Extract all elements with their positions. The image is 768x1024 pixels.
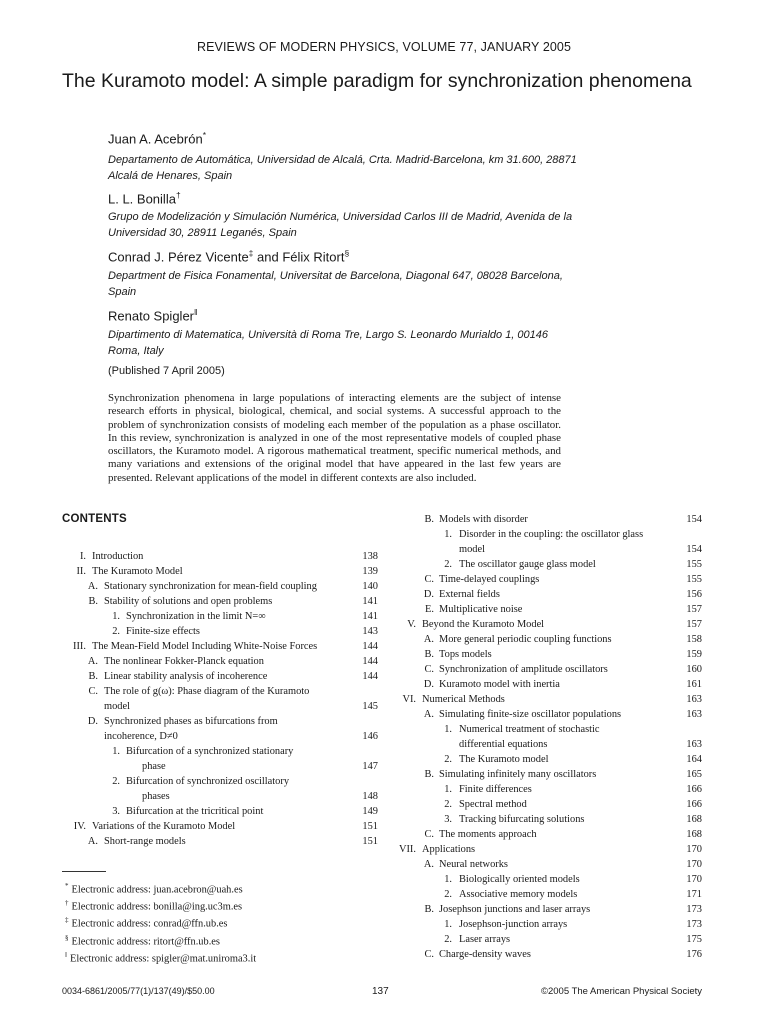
toc-entry-number: 1. xyxy=(444,874,452,885)
toc-entry-page: 144 xyxy=(362,641,378,652)
toc-entry-title: Applications xyxy=(422,844,476,855)
toc-entry-page: 141 xyxy=(362,596,378,607)
toc-entry-number: B. xyxy=(88,596,98,607)
footnote-divider xyxy=(62,871,106,872)
toc-entry-title: The Kuramoto Model xyxy=(92,566,183,577)
toc-entry-number: 2. xyxy=(444,799,452,810)
toc-entry-number: C. xyxy=(424,829,434,840)
toc-entry-number: 1. xyxy=(444,784,452,795)
toc-entry-title-continued: model xyxy=(459,544,485,555)
toc-entry-title: The nonlinear Fokker-Planck equation xyxy=(104,656,264,667)
toc-entry-number: C. xyxy=(88,686,98,697)
toc-entry-number: 1. xyxy=(444,529,452,540)
toc-entry-title: The Kuramoto model xyxy=(459,754,549,765)
toc-entry-page: 168 xyxy=(686,829,702,840)
toc-entry-number: E. xyxy=(425,604,434,615)
toc-entry-title: Short-range models xyxy=(104,836,186,847)
toc-entry-page: 151 xyxy=(362,836,378,847)
footnote: ‡ Electronic address: conrad@ffn.ub.es xyxy=(65,916,228,930)
toc-entry-page: 168 xyxy=(686,814,702,825)
toc-entry-page: 160 xyxy=(686,664,702,675)
toc-entry-page: 155 xyxy=(686,574,702,585)
toc-entry-page: 157 xyxy=(686,604,702,615)
toc-entry-title: Linear stability analysis of incoherence xyxy=(104,671,268,682)
toc-entry-title: External fields xyxy=(439,589,500,600)
toc-entry-title: Multiplicative noise xyxy=(439,604,523,615)
publication-date: (Published 7 April 2005) xyxy=(108,365,225,377)
author-affiliation: Department de Fisica Fonamental, Universitat de Barcelona, Diagonal 647, 08028 Barcelona, Spain xyxy=(108,270,563,298)
toc-entry-page: 161 xyxy=(686,679,702,690)
toc-entry-number: D. xyxy=(423,589,434,600)
toc-entry-title: Kuramoto model with inertia xyxy=(439,679,560,690)
toc-entry-number: A. xyxy=(423,634,434,645)
toc-entry-page: 164 xyxy=(686,754,702,765)
footnote: † Electronic address: bonilla@ing.uc3m.es xyxy=(65,899,243,913)
toc-entry-title: Associative memory models xyxy=(459,889,578,900)
toc-entry-number: 2. xyxy=(444,559,452,570)
toc-entry-page: 148 xyxy=(362,791,378,802)
toc-entry-title: Numerical treatment of stochastic xyxy=(459,724,600,735)
footnotes xyxy=(65,880,257,966)
toc-entry-page: 163 xyxy=(686,709,702,720)
toc-entry-page: 155 xyxy=(686,559,702,570)
toc-entry-page: 170 xyxy=(686,844,702,855)
toc-entry-number: IV. xyxy=(73,821,86,832)
toc-entry-number: 1. xyxy=(112,746,120,757)
toc-entry-title: Josephson-junction arrays xyxy=(459,919,568,930)
toc-entry-number: 2. xyxy=(112,776,120,787)
toc-entry-page: 154 xyxy=(686,544,702,555)
footer-issn: 0034-6861/2005/77(1)/137(49)/$50.00 xyxy=(62,986,215,996)
abstract: Synchronization phenomena in large populations of interacting elements are the subject of intense research efforts in physical, biological, chemical, and social systems. A successful approach to the problem of synchronization consists of modeling each member of the population as a phase oscillator. In this review, synchronization is analyzed in one of the most representative models of coupled phase oscillators, the Kuramoto model. A rigorous mathematical treatment, specific numerical methods, and many variations and extensions of the original model that have appeared in the last few years are presented. Relevant applications of the model in different contexts are also included. xyxy=(108,392,561,484)
toc-entry-title: Tops models xyxy=(439,649,492,660)
toc-entry-number: 1. xyxy=(444,724,452,735)
toc-entry-page: 145 xyxy=(362,701,378,712)
toc-entry-number: D. xyxy=(423,679,434,690)
running-head: REVIEWS OF MODERN PHYSICS, VOLUME 77, JANUARY 2005 xyxy=(196,40,572,54)
toc-entry-page: 163 xyxy=(686,739,702,750)
author-affiliation: Departamento de Automática, Universidad de Alcalá, Crta. Madrid-Barcelona, km 31.600, 28871 Alcalá de Henares, Spain xyxy=(108,154,577,182)
toc-entry-title: Simulating finite-size oscillator populations xyxy=(439,709,622,720)
author-name: L. L. Bonilla† xyxy=(108,190,181,207)
author-name: Conrad J. Pérez Vicente‡ and Félix Ritort§ xyxy=(108,248,350,265)
toc-entry-page: 149 xyxy=(362,806,378,817)
toc-entry-number: A. xyxy=(87,656,98,667)
toc-entry-title: Simulating infinitely many oscillators xyxy=(439,769,597,780)
toc-entry-number: V. xyxy=(407,619,416,630)
toc-entry-page: 173 xyxy=(686,919,702,930)
toc-entry-page: 166 xyxy=(686,784,702,795)
toc-entry-title: Charge-density waves xyxy=(439,949,531,960)
toc-entry-title: The oscillator gauge glass model xyxy=(459,559,596,570)
toc-entry-page: 173 xyxy=(686,904,702,915)
toc-entry-number: A. xyxy=(423,709,434,720)
toc-entry-title: Models with disorder xyxy=(439,514,528,525)
toc-entry-title: Finite differences xyxy=(459,784,532,795)
toc-entry-page: 170 xyxy=(686,859,702,870)
toc-entry-number: 1. xyxy=(112,611,120,622)
toc-entry-title-continued: incoherence, D≠0 xyxy=(104,731,178,742)
toc-entry-title: Synchronization in the limit N=∞ xyxy=(126,611,266,622)
contents-heading: CONTENTS xyxy=(62,513,127,525)
toc-entry-number: VII. xyxy=(398,844,416,855)
toc-entry-number: B. xyxy=(424,904,434,915)
toc-entry-number: 2. xyxy=(444,934,452,945)
toc-entry-page: 166 xyxy=(686,799,702,810)
toc-entry-number: 1. xyxy=(444,919,452,930)
toc-entry-number: A. xyxy=(87,836,98,847)
author-affiliation: Grupo de Modelización y Simulación Numérica, Universidad Carlos III de Madrid, Avenida de la Universidad 30, 28911 Leganés, Spain xyxy=(108,211,573,239)
toc-entry-title: Neural networks xyxy=(439,859,508,870)
toc-entry-page: 158 xyxy=(686,634,702,645)
toc-entry-title: Bifurcation of a synchronized stationary xyxy=(126,746,294,757)
toc-entry-title: More general periodic coupling functions xyxy=(439,634,612,645)
toc-entry-number: III. xyxy=(73,641,86,652)
toc-entry-page: 147 xyxy=(362,761,378,772)
paper-title: The Kuramoto model: A simple paradigm for synchronization phenomena xyxy=(62,70,692,92)
toc-entry-number: B. xyxy=(88,671,98,682)
toc-entry-title: The moments approach xyxy=(439,829,537,840)
toc-entry-title: Spectral method xyxy=(459,799,527,810)
toc-entry-page: 157 xyxy=(686,619,702,630)
toc-entry-number: B. xyxy=(424,769,434,780)
toc-entry-number: 3. xyxy=(112,806,120,817)
toc-entry-page: 144 xyxy=(362,671,378,682)
toc-entry-number: II. xyxy=(76,566,86,577)
toc-entry-page: 151 xyxy=(362,821,378,832)
toc-entry-number: A. xyxy=(423,859,434,870)
toc-entry-number: VI. xyxy=(402,694,416,705)
toc-right-column xyxy=(396,512,702,967)
footnote: § Electronic address: ritort@ffn.ub.es xyxy=(65,933,220,947)
toc-entry-title: Stability of solutions and open problems xyxy=(104,596,273,607)
toc-entry-title: Synchronization of amplitude oscillators xyxy=(439,664,608,675)
toc-entry-page: 146 xyxy=(362,731,378,742)
toc-entry-page: 138 xyxy=(362,551,378,562)
toc-entry-number: 2. xyxy=(444,754,452,765)
toc-entry-page: 175 xyxy=(686,934,702,945)
toc-entry-page: 144 xyxy=(362,656,378,667)
author-affiliation: Dipartimento di Matematica, Università di Roma Tre, Largo S. Leonardo Murialdo 1, 00146 Roma, Italy xyxy=(108,329,549,357)
toc-entry-title-continued: phase xyxy=(142,761,166,772)
toc-entry-number: C. xyxy=(424,574,434,585)
toc-entry-page: 163 xyxy=(686,694,702,705)
toc-entry-title: Beyond the Kuramoto Model xyxy=(422,619,545,630)
toc-entry-number: 3. xyxy=(444,814,452,825)
toc-entry-title: Time-delayed couplings xyxy=(439,574,540,585)
author-name: Juan A. Acebrón* xyxy=(108,130,206,147)
toc-entry-page: 165 xyxy=(686,769,702,780)
toc-entry-title: Introduction xyxy=(92,551,144,562)
toc-entry-page: 156 xyxy=(686,589,702,600)
toc-entry-number: C. xyxy=(424,664,434,675)
toc-entry-title: Tracking bifurcating solutions xyxy=(459,814,585,825)
toc-entry-number: I. xyxy=(79,551,86,562)
toc-entry-page: 171 xyxy=(686,889,702,900)
toc-entry-number: 2. xyxy=(112,626,120,637)
footnote: ‖ Electronic address: spigler@mat.uniroma3.it xyxy=(65,950,257,965)
toc-entry-page: 154 xyxy=(686,514,702,525)
toc-entry-page: 159 xyxy=(686,649,702,660)
toc-entry-page: 143 xyxy=(362,626,378,637)
toc-entry-title: Disorder in the coupling: the oscillator glass xyxy=(459,529,644,540)
toc-entry-number: A. xyxy=(87,581,98,592)
toc-entry-title: Numerical Methods xyxy=(422,694,505,705)
toc-entry-title: Biologically oriented models xyxy=(459,874,580,885)
toc-entry-number: B. xyxy=(424,514,434,525)
toc-entry-title: Stationary synchronization for mean-field coupling xyxy=(104,581,317,592)
footnote: * Electronic address: juan.acebron@uah.es xyxy=(65,882,243,896)
toc-left-column xyxy=(60,549,378,859)
toc-entry-title-continued: differential equations xyxy=(459,739,548,750)
toc-entry-page: 140 xyxy=(362,581,378,592)
toc-entry-page: 170 xyxy=(686,874,702,885)
toc-entry-title: Synchronized phases as bifurcations from xyxy=(104,716,278,727)
footer-copyright: ©2005 The American Physical Society xyxy=(540,986,702,997)
author-block xyxy=(108,128,578,384)
toc-entry-page: 139 xyxy=(362,566,378,577)
toc-entry-title: The role of g(ω): Phase diagram of the Kuramoto xyxy=(104,686,310,697)
toc-entry-title: Finite-size effects xyxy=(126,626,200,637)
toc-entry-number: B. xyxy=(424,649,434,660)
toc-entry-title: The Mean-Field Model Including White-Noise Forces xyxy=(92,641,318,652)
toc-entry-number: C. xyxy=(424,949,434,960)
toc-entry-page: 176 xyxy=(686,949,702,960)
toc-entry-number: 2. xyxy=(444,889,452,900)
toc-entry-number: D. xyxy=(87,716,98,727)
toc-entry-title: Laser arrays xyxy=(459,934,511,945)
toc-entry-title: Variations of the Kuramoto Model xyxy=(92,821,236,832)
toc-entry-page: 141 xyxy=(362,611,378,622)
toc-entry-title-continued: phases xyxy=(142,791,170,802)
toc-entry-title: Josephson junctions and laser arrays xyxy=(439,904,591,915)
toc-entry-title: Bifurcation at the tricritical point xyxy=(126,806,264,817)
toc-entry-title: Bifurcation of synchronized oscillatory xyxy=(126,776,290,787)
author-name: Renato Spigler‖ xyxy=(108,307,198,324)
page-number: 137 xyxy=(372,986,389,997)
toc-entry-title-continued: model xyxy=(104,701,130,712)
